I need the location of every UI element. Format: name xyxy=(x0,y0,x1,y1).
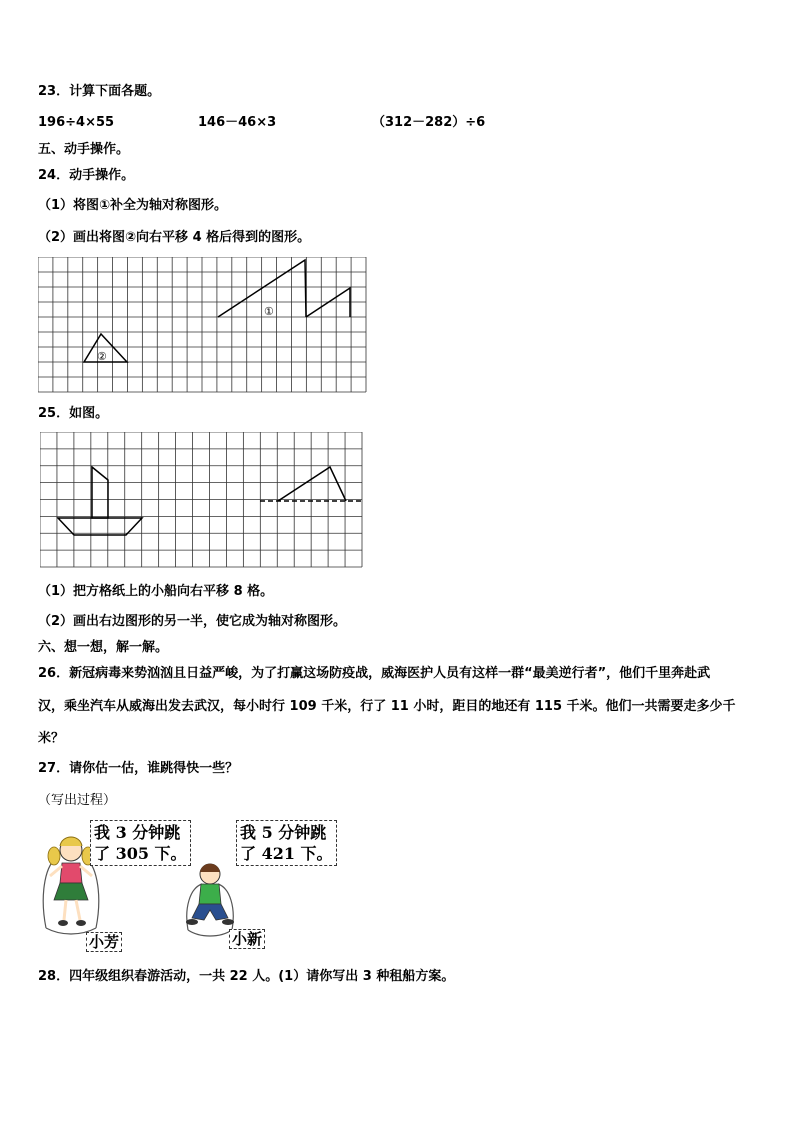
q24-sub1: （1）将图①补全为轴对称图形。 xyxy=(38,198,228,213)
boat-sail xyxy=(92,467,108,518)
q25-sub2: （2）画出右边图形的另一半，使它成为轴对称图形。 xyxy=(38,614,347,629)
boat-hull xyxy=(58,518,142,535)
section6-heading: 六、想一想，解一解。 xyxy=(38,640,169,655)
q23-expr2: 146－46×3 xyxy=(198,115,277,130)
boy-name-label: 小新 xyxy=(229,929,265,949)
q26-line3: 米？ xyxy=(38,731,65,746)
q28-title: 28．四年级组织春游活动，一共 22 人。(1）请你写出 3 种租船方案。 xyxy=(38,969,455,984)
girl-name-label: 小芳 xyxy=(86,932,122,952)
q25-grid xyxy=(40,432,364,569)
girl-bubble-line1: 我 3 分钟跳 xyxy=(94,823,181,842)
figure-1-label: ① xyxy=(264,305,274,318)
q24-grid xyxy=(38,257,368,394)
figure-1-small-shape xyxy=(306,288,350,317)
boy-bubble-line1: 我 5 分钟跳 xyxy=(240,823,327,842)
q27-title: 27．请你估一估，谁跳得快一些？ xyxy=(38,761,239,776)
q26-line2: 汉，乘坐汽车从威海出发去武汉，每小时行 109 千米，行了 11 小时，距目的地还有 115 千米。他们一共需要走多少千 xyxy=(38,699,736,714)
boy-bubble-line2: 了 421 下。 xyxy=(240,844,333,863)
q25-title: 25．如图。 xyxy=(38,406,109,421)
boy-speech-bubble xyxy=(236,820,337,866)
q23-expr3: （312－282）÷6 xyxy=(372,115,486,130)
q25-sub1: （1）把方格纸上的小船向右平移 8 格。 xyxy=(38,584,274,599)
q26-line1: 26．新冠病毒来势汹汹且日益严峻，为了打赢这场防疫战，威海医护人员有这样一群“最美逆行者”，他们千里奔赴武 xyxy=(38,666,711,681)
q27-note: （写出过程） xyxy=(38,793,117,808)
figure-2-label: ② xyxy=(97,350,107,363)
q24-title: 24．动手操作。 xyxy=(38,168,135,183)
q23-expr1: 196÷4×55 xyxy=(38,115,115,130)
q24-sub2: （2）画出将图②向右平移 4 格后得到的图形。 xyxy=(38,230,311,245)
half-figure xyxy=(278,467,346,501)
girl-bubble-line2: 了 305 下。 xyxy=(94,844,187,863)
boy-jumping-rope-illustration xyxy=(180,858,240,940)
girl-speech-bubble xyxy=(90,820,191,866)
q23-title: 23．计算下面各题。 xyxy=(38,84,161,99)
section5-heading: 五、动手操作。 xyxy=(38,142,130,157)
